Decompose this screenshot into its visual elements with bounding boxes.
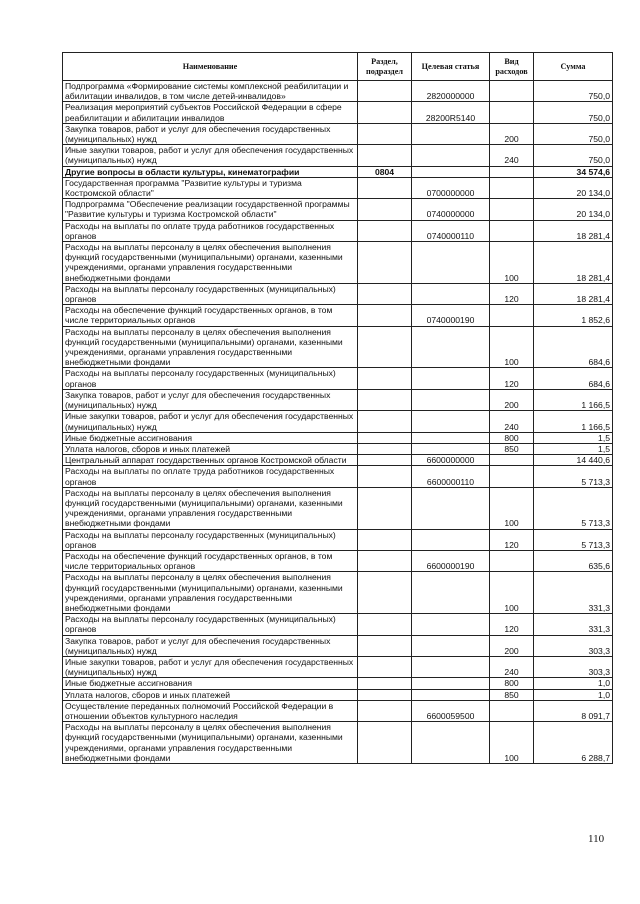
cell-section — [358, 466, 412, 487]
cell-name: Осуществление переданных полномочий Российской Федерации в отношении объектов культурного наследия — [63, 700, 358, 721]
cell-expense-type: 850 — [490, 443, 534, 454]
cell-amount: 750,0 — [534, 102, 613, 123]
cell-name: Центральный аппарат государственных органов Костромской области — [63, 455, 358, 466]
cell-expense-type — [490, 177, 534, 198]
cell-name: Иные бюджетные ассигнования — [63, 678, 358, 689]
cell-amount: 1 166,5 — [534, 411, 613, 432]
cell-section — [358, 572, 412, 614]
cell-section — [358, 389, 412, 410]
cell-expense-type: 120 — [490, 368, 534, 389]
cell-target: 6600000000 — [412, 455, 490, 466]
cell-name: Иные закупки товаров, работ и услуг для обеспечения государственных (муниципальных) нужд — [63, 145, 358, 166]
cell-expense-type — [490, 220, 534, 241]
cell-expense-type: 240 — [490, 411, 534, 432]
cell-amount: 684,6 — [534, 326, 613, 368]
cell-section — [358, 700, 412, 721]
cell-expense-type — [490, 166, 534, 177]
table-row — [63, 678, 613, 689]
table-row — [63, 432, 613, 443]
cell-target — [412, 368, 490, 389]
cell-target — [412, 123, 490, 144]
cell-target — [412, 614, 490, 635]
cell-expense-type — [490, 199, 534, 220]
cell-amount: 331,3 — [534, 572, 613, 614]
table-row — [63, 529, 613, 550]
table-row — [63, 411, 613, 432]
cell-amount: 684,6 — [534, 368, 613, 389]
cell-amount: 331,3 — [534, 614, 613, 635]
cell-target: 0740000000 — [412, 199, 490, 220]
cell-expense-type: 200 — [490, 635, 534, 656]
cell-name: Иные закупки товаров, работ и услуг для обеспечения государственных (муниципальных) нужд — [63, 411, 358, 432]
cell-expense-type: 800 — [490, 432, 534, 443]
table-row — [63, 145, 613, 166]
cell-amount: 1 166,5 — [534, 389, 613, 410]
table-row — [63, 700, 613, 721]
cell-amount: 18 281,4 — [534, 220, 613, 241]
cell-target: 2820000000 — [412, 81, 490, 102]
cell-expense-type: 850 — [490, 689, 534, 700]
table-row — [63, 635, 613, 656]
cell-target — [412, 678, 490, 689]
cell-section — [358, 81, 412, 102]
cell-amount: 20 134,0 — [534, 199, 613, 220]
cell-amount: 1,5 — [534, 432, 613, 443]
cell-section — [358, 656, 412, 677]
cell-amount: 750,0 — [534, 81, 613, 102]
cell-section — [358, 443, 412, 454]
cell-target — [412, 145, 490, 166]
cell-target: 6600000110 — [412, 466, 490, 487]
cell-name: Расходы на выплаты персоналу в целях обеспечения выполнения функций государственными (муниципальными) органами, казенными учреждениями, органами управления государственными внебюджетными фондами — [63, 722, 358, 764]
table-row — [63, 656, 613, 677]
cell-name: Реализация мероприятий субъектов Российской Федерации в сфере реабилитации и абилитации инвалидов — [63, 102, 358, 123]
cell-section — [358, 529, 412, 550]
cell-amount: 1,0 — [534, 689, 613, 700]
cell-name: Расходы на выплаты персоналу государственных (муниципальных) органов — [63, 614, 358, 635]
header-target: Целевая статья — [412, 53, 490, 81]
cell-target — [412, 283, 490, 304]
table-row — [63, 166, 613, 177]
table-row — [63, 326, 613, 368]
cell-target — [412, 242, 490, 284]
table-row — [63, 455, 613, 466]
table-row — [63, 689, 613, 700]
cell-expense-type: 100 — [490, 572, 534, 614]
cell-section — [358, 102, 412, 123]
cell-amount: 303,3 — [534, 656, 613, 677]
cell-target — [412, 411, 490, 432]
cell-amount: 18 281,4 — [534, 283, 613, 304]
cell-section — [358, 177, 412, 198]
cell-section — [358, 635, 412, 656]
cell-name: Расходы на выплаты персоналу в целях обеспечения выполнения функций государственными (муниципальными) органами, казенными учреждениями, органами управления государственными внебюджетными фондами — [63, 572, 358, 614]
cell-name: Подпрограмма "Обеспечение реализации государственной программы "Развитие культуры и туризма Костромской области" — [63, 199, 358, 220]
cell-section — [358, 305, 412, 326]
cell-section — [358, 283, 412, 304]
table-header-row — [63, 53, 613, 81]
cell-amount: 1 852,6 — [534, 305, 613, 326]
cell-target — [412, 572, 490, 614]
cell-section: 0804 — [358, 166, 412, 177]
cell-target: 0740000190 — [412, 305, 490, 326]
cell-name: Расходы на обеспечение функций государственных органов, в том числе территориальных органов — [63, 550, 358, 571]
cell-name: Закупка товаров, работ и услуг для обеспечения государственных (муниципальных) нужд — [63, 635, 358, 656]
cell-amount: 1,0 — [534, 678, 613, 689]
cell-target: 6600000190 — [412, 550, 490, 571]
cell-target: 6600059500 — [412, 700, 490, 721]
cell-expense-type: 200 — [490, 389, 534, 410]
cell-target — [412, 432, 490, 443]
cell-amount: 750,0 — [534, 123, 613, 144]
cell-name: Закупка товаров, работ и услуг для обеспечения государственных (муниципальных) нужд — [63, 123, 358, 144]
cell-name: Расходы на выплаты по оплате труда работников государственных органов — [63, 466, 358, 487]
header-expense-type: Вид расходов — [490, 53, 534, 81]
table-row — [63, 81, 613, 102]
cell-expense-type: 100 — [490, 487, 534, 529]
table-row — [63, 614, 613, 635]
cell-name: Расходы на выплаты персоналу в целях обеспечения выполнения функций государственными (муниципальными) органами, казенными учреждениями, органами управления государственными внебюджетными фондами — [63, 242, 358, 284]
cell-section — [358, 123, 412, 144]
cell-section — [358, 722, 412, 764]
cell-expense-type: 200 — [490, 123, 534, 144]
cell-expense-type: 240 — [490, 656, 534, 677]
cell-amount: 635,6 — [534, 550, 613, 571]
table-row — [63, 572, 613, 614]
cell-expense-type: 800 — [490, 678, 534, 689]
cell-amount: 18 281,4 — [534, 242, 613, 284]
cell-name: Уплата налогов, сборов и иных платежей — [63, 443, 358, 454]
budget-table — [62, 52, 613, 764]
cell-name: Расходы на выплаты персоналу в целях обеспечения выполнения функций государственными (муниципальными) органами, казенными учреждениями, органами управления государственными внебюджетными фондами — [63, 487, 358, 529]
table-row — [63, 443, 613, 454]
cell-amount: 5 713,3 — [534, 529, 613, 550]
cell-target: 0700000000 — [412, 177, 490, 198]
cell-amount: 6 288,7 — [534, 722, 613, 764]
table-row — [63, 389, 613, 410]
cell-section — [358, 432, 412, 443]
cell-expense-type — [490, 81, 534, 102]
cell-expense-type: 100 — [490, 242, 534, 284]
cell-name: Расходы на выплаты персоналу государственных (муниципальных) органов — [63, 529, 358, 550]
table-row — [63, 102, 613, 123]
cell-target — [412, 487, 490, 529]
header-name: Наименование — [63, 53, 358, 81]
cell-expense-type: 100 — [490, 326, 534, 368]
cell-section — [358, 145, 412, 166]
cell-target — [412, 529, 490, 550]
table-row — [63, 550, 613, 571]
table-row — [63, 368, 613, 389]
cell-target — [412, 166, 490, 177]
cell-target — [412, 389, 490, 410]
cell-name: Иные бюджетные ассигнования — [63, 432, 358, 443]
cell-expense-type: 120 — [490, 529, 534, 550]
cell-target — [412, 689, 490, 700]
cell-section — [358, 614, 412, 635]
cell-name: Закупка товаров, работ и услуг для обеспечения государственных (муниципальных) нужд — [63, 389, 358, 410]
cell-name: Расходы на обеспечение функций государственных органов, в том числе территориальных органов — [63, 305, 358, 326]
cell-expense-type — [490, 102, 534, 123]
cell-name: Уплата налогов, сборов и иных платежей — [63, 689, 358, 700]
table-row — [63, 242, 613, 284]
cell-name: Иные закупки товаров, работ и услуг для обеспечения государственных (муниципальных) нужд — [63, 656, 358, 677]
table-row — [63, 283, 613, 304]
cell-expense-type: 240 — [490, 145, 534, 166]
cell-target — [412, 635, 490, 656]
cell-amount: 5 713,3 — [534, 466, 613, 487]
cell-expense-type — [490, 700, 534, 721]
cell-expense-type — [490, 550, 534, 571]
cell-section — [358, 199, 412, 220]
cell-name: Расходы на выплаты персоналу государственных (муниципальных) органов — [63, 283, 358, 304]
table-row — [63, 177, 613, 198]
cell-amount: 20 134,0 — [534, 177, 613, 198]
page-number: 110 — [588, 833, 605, 845]
cell-expense-type — [490, 466, 534, 487]
cell-amount: 303,3 — [534, 635, 613, 656]
cell-section — [358, 411, 412, 432]
cell-expense-type: 120 — [490, 283, 534, 304]
cell-section — [358, 689, 412, 700]
table-row — [63, 722, 613, 764]
table-row — [63, 220, 613, 241]
cell-amount: 750,0 — [534, 145, 613, 166]
cell-expense-type: 100 — [490, 722, 534, 764]
cell-target — [412, 722, 490, 764]
cell-section — [358, 678, 412, 689]
cell-section — [358, 326, 412, 368]
cell-section — [358, 550, 412, 571]
cell-amount: 5 713,3 — [534, 487, 613, 529]
table-row — [63, 123, 613, 144]
table-row — [63, 466, 613, 487]
cell-target: 0740000110 — [412, 220, 490, 241]
cell-expense-type — [490, 305, 534, 326]
cell-name: Расходы на выплаты персоналу государственных (муниципальных) органов — [63, 368, 358, 389]
cell-target — [412, 443, 490, 454]
cell-amount: 8 091,7 — [534, 700, 613, 721]
table-row — [63, 305, 613, 326]
cell-section — [358, 455, 412, 466]
cell-expense-type: 120 — [490, 614, 534, 635]
cell-section — [358, 487, 412, 529]
cell-amount: 14 440,6 — [534, 455, 613, 466]
cell-name: Подпрограмма «Формирование системы комплексной реабилитации и абилитации инвалидов, в том числе детей-инвалидов» — [63, 81, 358, 102]
cell-section — [358, 368, 412, 389]
header-section: Раздел, подраздел — [358, 53, 412, 81]
table-row — [63, 199, 613, 220]
table-row — [63, 487, 613, 529]
cell-name: Государственная программа "Развитие культуры и туризма Костромской области" — [63, 177, 358, 198]
cell-target — [412, 656, 490, 677]
cell-expense-type — [490, 455, 534, 466]
cell-target: 28200R5140 — [412, 102, 490, 123]
cell-section — [358, 220, 412, 241]
cell-name: Расходы на выплаты персоналу в целях обеспечения выполнения функций государственными (муниципальными) органами, казенными учреждениями, органами управления государственными внебюджетными фондами — [63, 326, 358, 368]
cell-target — [412, 326, 490, 368]
cell-name: Другие вопросы в области культуры, кинематографии — [63, 166, 358, 177]
cell-amount: 34 574,6 — [534, 166, 613, 177]
cell-section — [358, 242, 412, 284]
table-body — [63, 81, 613, 764]
cell-amount: 1,5 — [534, 443, 613, 454]
cell-name: Расходы на выплаты по оплате труда работников государственных органов — [63, 220, 358, 241]
header-amount: Сумма — [534, 53, 613, 81]
